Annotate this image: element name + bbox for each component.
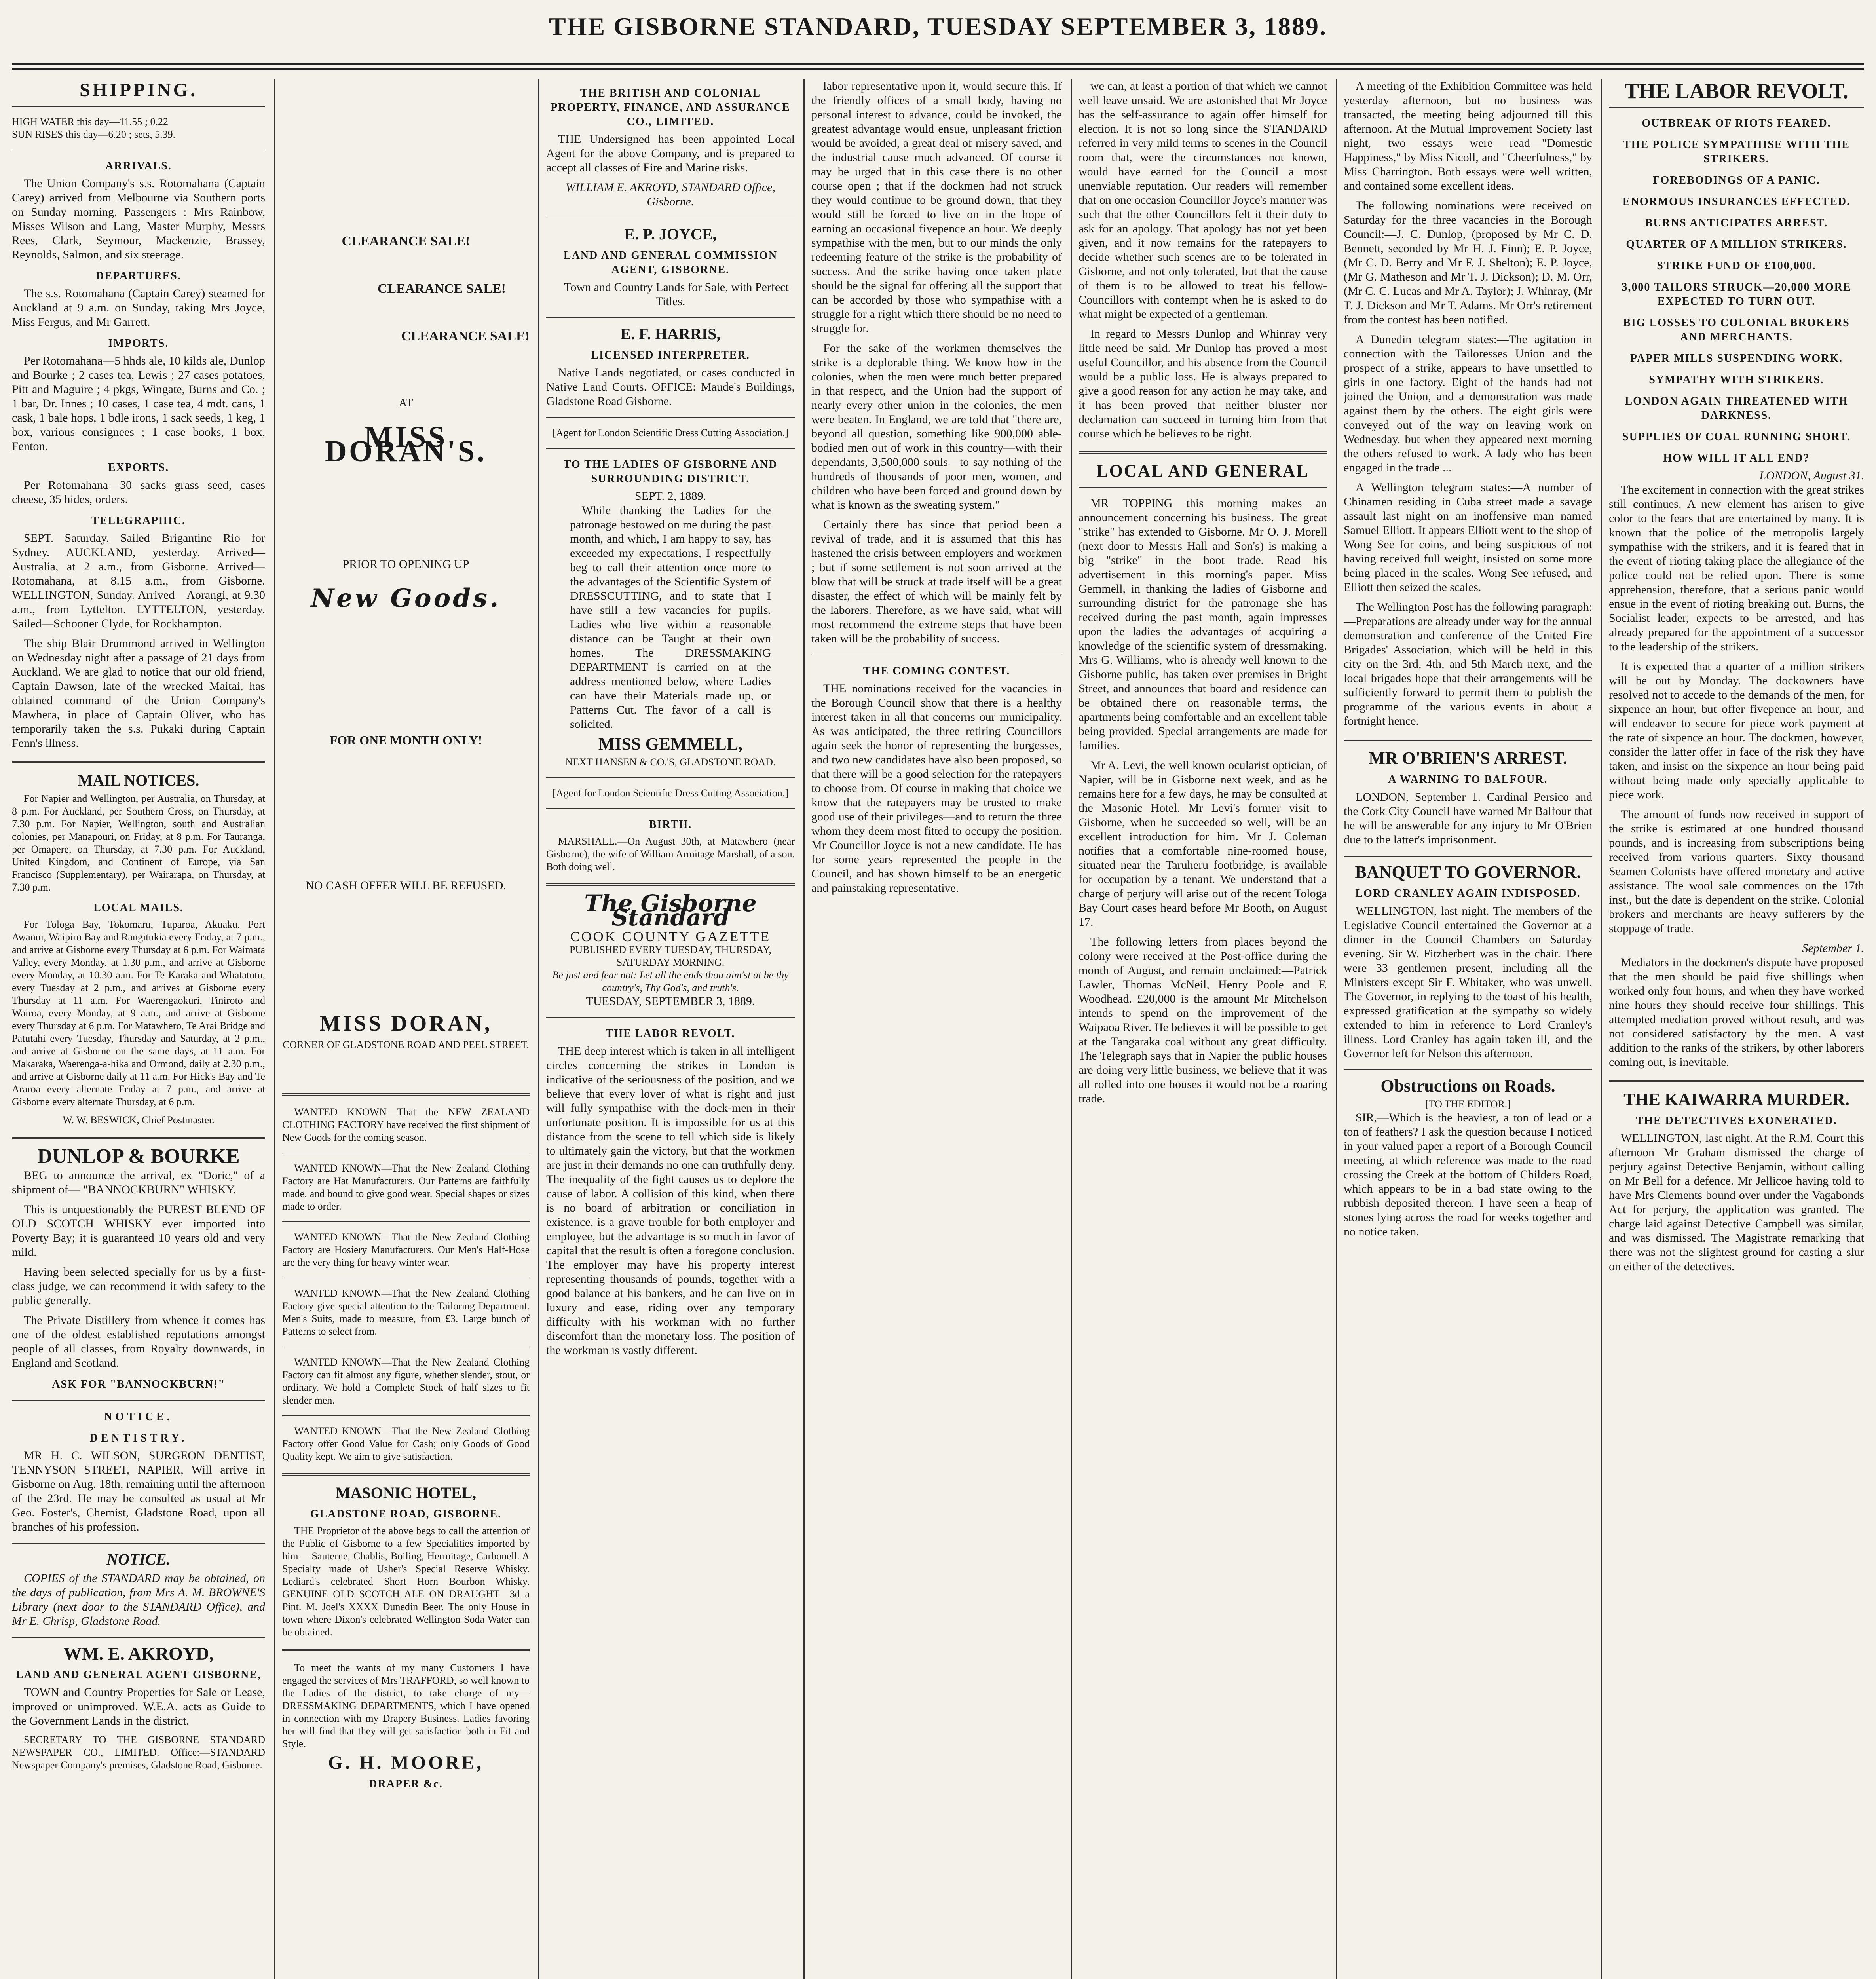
article-text: labor representative upon it, would secure this. If the friendly offices of a small body, having no personal interest to advance, could be invoked, the greatest advantage would ensue, unpleasant friction would be avoided, a great deal of misery saved, and the industrial cause much advanced. Of course it may be urged that in this case there is no other course open ; that if the dockmen had not struck they would continue to be ground down, that they would still be forced to live on in the hope of earning an occasional fivepence an hour. We deeply sympathise with the men, but to our minds the only redeeming feature of the strike is the probability of success. And the strike having once taken place should be the signal for offering all the support that can be accorded by those who sympathise with a struggle for a right which there should be no need to struggle for. xyxy=(811,80,1062,335)
gemmell-heading: MISS GEMMELL, xyxy=(598,734,743,754)
revolt-text: The amount of funds now received in support of the strike is estimated at one hundred thousand pounds, and is increasing from subscriptions being received from various quarters. Sixty thousand Seamen Colonists have offered monetary and active assistance. The wool sale commences on the 17th inst., but the date is dependent on the strike. Colonial brokers and merchants are heavy sufferers by the stoppage of trade. xyxy=(1609,808,1864,935)
doran-corner: CORNER OF GLADSTONE ROAD AND PEEL STREET. xyxy=(283,1039,529,1050)
news-text: The following nominations were received on Saturday for the three vacancies in the Borough Council:—J. C. Dunlop, (proposed by Mr C. D. Bennett, seconded by Mr H. J. Finn); E. P. Joyce, (Mr C. D. Berry and Mr F. J. Shelton); E. P. Joyce, (Mr G. Matheson and Mr T. J. Dickson); D. M. Orr, (Mr C. C. Lucas and Mr A. Taylor); J. Whinray, (Mr T. J. Dickson and Mr T. Adams. Mr Orr's retirement from the contest has been notified. xyxy=(1344,199,1592,326)
banquet-text: WELLINGTON, last night. The members of the Legislative Council entertained the Governor at a dinner in the Council Chambers on Saturday evening. Sir W. Fitzherbert was in the chair. There were 33 gentlemen present, including all the Ministers except Sir F. Whitaker, who was unwell. The Governor, in replying to the toast of his health, expressed gratification at the sympathy so widely extended to him in reference to Lord Cranley's illness. Lord Cranley has again taken ill, and the Governor left for Nelson this afternoon. xyxy=(1344,904,1592,1060)
roads-heading: Obstructions on Roads. xyxy=(1380,1076,1555,1096)
revolt-bullet: BIG LOSSES TO COLONIAL BROKERS AND MERCHANTS. xyxy=(1623,317,1850,343)
dressmaking-text: To meet the wants of my many Customers I have engaged the services of Mrs TRAFFORD, so well known to the Ladies of the district, to take charge of my— DRESSMAKING DEPARTMENTS, which I have opened in connection with my Drapery Business. Ladies favoring her will find that they will get satisfaction both in Fit and Style. xyxy=(282,1662,530,1749)
contest-text: THE nominations received for the vacancies in the Borough Council show that there is a healthy interest taken in all that concerns our municipality. As was anticipated, the three retiring Councillors again seek the honor of representing the burgesses, and two new candidates have also been proposed, so that there will be a good selection for the ratepayers to choose from. Of course in making that choice we know that the ratepayers may be trusted to make good use of their privileges—and to return the three whom they deem most fitted to occupy the position. Mr Councillor Joyce is not a new candidate. He has for some years represented the people in the Council, and has shown himself to be an energetic and painstaking representative. xyxy=(811,682,1062,895)
kaiwarra-text: WELLINGTON, last night. At the R.M. Court this afternoon Mr Graham dismissed the charge of perjury against Detective Benjamin, without calling on Mr Bell for a defence. Mr Jellicoe having told to have Mrs Clements bound over under the Vagabonds Act for perjury, the application was granted. The charge laid against Detective Campbell was similar, and was dismissed. The Magistrate remarking that there was not the slightest ground for casting a slur on either of the detectives. xyxy=(1609,1132,1864,1273)
clearance-line: CLEARANCE SALE! xyxy=(401,329,530,344)
column-rule xyxy=(803,79,805,1979)
dunlop-text: Having been selected specially for us by a first-class judge, we can recommend it with safety to the public generally. xyxy=(12,1265,265,1307)
revolt-bullet: BURNS ANTICIPATES ARREST. xyxy=(1645,217,1828,229)
bnz-text: THE Undersigned has been appointed Local Agent for the above Company, and is prepared to accept all classes of Fire and Marine risks. xyxy=(546,133,795,174)
shipping-title: SHIPPING. xyxy=(79,80,198,101)
obrien-sub: A WARNING TO BALFOUR. xyxy=(1388,773,1548,786)
masonic-heading: MASONIC HOTEL, xyxy=(335,1484,477,1502)
ladies-date: SEPT. 2, 1889. xyxy=(634,490,706,503)
dunlop-text: The Private Distillery from whence it comes has one of the oldest established reputations amongst people of all classes, from Royalty downwards, in England and Scotland. xyxy=(12,1314,265,1369)
revolt-bullet: STRIKE FUND OF £100,000. xyxy=(1657,260,1816,272)
tide-line: HIGH WATER this day—11.55 ; 0.22 xyxy=(12,116,169,127)
column-1 xyxy=(12,79,265,1979)
wanted-ad: WANTED KNOWN—That the New Zealand Clothing Factory offer Good Value for Cash; only Goods of Good Quality kept. We aim to give satisfaction. xyxy=(282,1425,530,1462)
tide-line: SUN RISES this day—6.20 ; sets, 5.39. xyxy=(12,129,176,140)
doran-name: MISS DORAN, xyxy=(319,1011,492,1036)
arrivals-text: The Union Company's s.s. Rotomahana (Captain Carey) arrived from Melbourne via Southern ports on Sunday morning. Passengers : Mrs Rainbow, Misses Wilson and Lang, Master Murphy, Messrs Rees, Clark, Seymour, Mackenzie, Brassey, Reynolds, Salmon, and six steerage. xyxy=(12,177,265,261)
revolt-text: Mediators in the dockmen's dispute have proposed that the men should be paid five shillings when worked only four hours, and when they have worked nine hours they should receive four shillings. This attempted mediation proved without result, and was not considered satisfactory by the men. A vast addition to the ranks of the strikers, by other laborers coming out, is inevitable. xyxy=(1609,956,1864,1069)
masthead-title: THE GISBORNE STANDARD, TUESDAY SEPTEMBER 3, 1889. xyxy=(549,12,1327,40)
notice-heading: NOTICE. xyxy=(104,1411,173,1423)
column-rule xyxy=(1071,79,1072,1979)
kaiwarra-sub: THE DETECTIVES EXONERATED. xyxy=(1636,1115,1837,1127)
wanted-ad: WANTED KNOWN—That the New Zealand Clothing Factory can fit almost any figure, whether slender, stout, or ordinary. We hold a Complete Stock of half sizes to fit slender men. xyxy=(282,1356,530,1406)
notice2-text: COPIES of the STANDARD may be obtained, on the days of publication, from Mrs A. M. BROWNE'S Library (next door to the STANDARD Office), and Mr E. Chrisp, Gladstone Road. xyxy=(12,1572,265,1628)
news-text: The Wellington Post has the following paragraph:—Preparations are already under way for the annual demonstration and conference of the United Fire Brigades' Association, which will be held in this city on the 3rd, 4th, and 5th March next, and the local brigades hope that their arrangements will be sufficiently forward to permit them to publish the programme of the various events in about a fortnight hence. xyxy=(1344,600,1592,727)
revolt-bullet: SYMPATHY WITH STRIKERS. xyxy=(1649,374,1824,386)
at-label: AT xyxy=(399,396,413,409)
local-mails-heading: LOCAL MAILS. xyxy=(93,902,184,914)
mail-sign: W. W. BESWICK, Chief Postmaster. xyxy=(63,1114,215,1126)
telegraphic-heading: TELEGRAPHIC. xyxy=(91,515,186,527)
news-text: A Dunedin telegram states:—The agitation in connection with the Tailoresses Union and the prospect of a strike, appears to have unsettled to girls in one factory. Eight of the hands had not joined the Union, and a demonstration was made against them by the others. The eight girls were conveyed out of the way on leaving work on Wednesday, but when they appeared next morning the others refused to work. A lady who has been engaged in the trade ... xyxy=(1344,333,1592,474)
column-5 xyxy=(1079,79,1327,1979)
gemmell-sub: NEXT HANSEN & CO.'S, GLADSTONE ROAD. xyxy=(565,756,776,768)
arrivals-heading: ARRIVALS. xyxy=(105,160,172,172)
news-text: A meeting of the Exhibition Committee was held yesterday afternoon, but no business was transacted, the meeting being adjourned till this afternoon. At the Mutual Improvement Society last night, two essays were read—"Domestic Happiness," by Miss Nicoll, and "Cheerfulness," by Miss Charrington. Both essays were well written, and contained some excellent ideas. xyxy=(1344,80,1592,192)
prior-label: PRIOR TO OPENING UP xyxy=(342,558,469,571)
revolt-bullet: HOW WILL IT ALL END? xyxy=(1663,452,1810,464)
masthead-rule-2 xyxy=(12,68,1864,70)
revolt-bullet: ENORMOUS INSURANCES EFFECTED. xyxy=(1622,196,1851,208)
revolt-heading: THE LABOR REVOLT. xyxy=(1625,79,1848,103)
wanted-ad: WANTED KNOWN—That the New Zealand Clothing Factory are Hosiery Manufacturers. Our Men's Half-Hose are the very thing for heavy winter wear. xyxy=(282,1231,530,1268)
harris-sub: LICENSED INTERPRETER. xyxy=(591,349,750,361)
paper-title: The Gisborne Standard xyxy=(584,890,757,931)
wanted-ad: WANTED KNOWN—That the New Zealand Clothing Factory are Hat Manufacturers. Our Patterns are faithfully made, and bound to give good wear. Special shapes or sizes made to order. xyxy=(282,1162,530,1212)
revolt-bullet: THE POLICE SYMPATHISE WITH THE STRIKERS. xyxy=(1623,139,1850,165)
revolt-bullet: SUPPLIES OF COAL RUNNING SHORT. xyxy=(1622,431,1851,443)
revolt-bullet: 3,000 TAILORS STRUCK—20,000 MORE EXPECTED TO TURN OUT. xyxy=(1622,281,1851,308)
agent-note: [Agent for London Scientific Dress Cutting Association.] xyxy=(553,427,788,439)
bnz-sign: WILLIAM E. AKROYD, STANDARD Office, Gisborne. xyxy=(566,181,775,208)
ship-text: The ship Blair Drummond arrived in Wellington on Wednesday night after a passage of 21 days from Auckland. We are glad to notice that our old friend, Captain Dawson, late of the wrecked Maitai, has obtained command of the Union Company's Mawhera, in place of Captain Oliver, who has temporarily taken the s.s. Pukaki during Captain Fenn's illness. xyxy=(12,637,265,750)
contest-heading: THE COMING CONTEST. xyxy=(863,665,1010,677)
birth-heading: BIRTH. xyxy=(649,819,692,831)
wanted-ad: WANTED KNOWN—That the New Zealand Clothing Factory give special attention to the Tailoring Department. Men's Suits, made to measure, from £3. Large bunch of Patterns to select from. xyxy=(282,1288,530,1337)
local-mails-text: For Tologa Bay, Tokomaru, Tuparoa, Akuaku, Port Awanui, Waipiro Bay and Rangitukia every Friday, at 7 p.m., and arrive at Gisborne every Thursday at 6 p.m. For Waimata Valley, every Monday, at 1.30 p.m., and arrive at Gisborne every Monday, at 10.30 a.m. For Te Karaka and Whatatutu, every Tuesday at 2 p.m., and arrives at Gisborne every Thursday at 11 a.m. For Waerengaokuri, Tiniroto and Wairoa, every Monday, at 9 a.m., and arrive at Gisborne every Thursday at 6 p.m. For Matawhero, Te Arai Bridge and Patutahi every Tuesday, Thursday and Saturday, at 2 p.m., and arrive at Gisborne on the same days, at 11 a.m. For Makaraka, Waerenga-a-hika and Ormond, daily at 2.30 p.m., and arrive at Gisborne daily at 11 a.m. For Hick's Bay and Te Araroa every alternate Friday at 7 p.m., and arrive at Gisborne every alternate Thursday, at 6 p.m. xyxy=(12,919,265,1107)
clearance-line: CLEARANCE SALE! xyxy=(378,281,506,296)
telegraphic-text: SEPT. Saturday. Sailed—Brigantine Rio for Sydney. AUCKLAND, yesterday. Arrived—Australia, at 2 a.m., from Gisborne. Arrived—Rotomahana, at 8.15 a.m., from Gisborne. WELLINGTON, Sunday. Arrived—Aorangi, at 9.30 a.m., from Lyttelton. LYTTELTON, yesterday. Sailed—Schooner Clyde, for Rockhampton. xyxy=(12,532,265,630)
column-rule xyxy=(538,79,539,1979)
roads-text: SIR,—Which is the heaviest, a ton of lead or a ton of feathers? I ask the question because I noticed in your valued paper a report of a Borough Council meeting, at which reference was made to the road crossing the Creek at the bottom of Childers Road, which appears to be in a bad state owing to the rubbish deposited thereon. I have seen a heap of stones lying across the road for weeks together and no notice taken. xyxy=(1344,1111,1592,1238)
departures-text: The s.s. Rotomahana (Captain Carey) steamed for Auckland at 9 a.m. on Sunday, taking Mrs Joyce, Miss Fergus, and Mr Garrett. xyxy=(12,287,265,329)
article-text: For the sake of the workmen themselves the strike is a deplorable thing. We know how in the colonies, when the men were much better prepared in that respect, and the Union had the support of nearly every other union in the colonies, the men were beaten. In England, we are told that "there are, beyond all question, something like 900,000 able-bodied men out of work in this country—with their dependants, 3,500,000 souls—to say nothing of the hundreds of thousands of poor men, women, and children who have been forced and ground down by what is known as the sweating system." xyxy=(811,342,1062,511)
akroyd-text: TOWN and Country Properties for Sale or Lease, improved or unimproved. W.E.A. acts as Guide to the Government Lands in the district. xyxy=(12,1686,265,1727)
exports-heading: EXPORTS. xyxy=(108,462,169,474)
column-6 xyxy=(1344,79,1592,1979)
birth-text: MARSHALL.—On August 30th, at Matawhero (near Gisborne), the wife of William Armitage Marshall, of a son. Both doing well. xyxy=(546,836,795,872)
ladies-heading: TO THE LADIES OF GISBORNE AND SURROUNDING DISTRICT. xyxy=(563,458,778,485)
dunlop-text: BEG to announce the arrival, ex "Doric," of a shipment of— "BANNOCKBURN" WHISKY. xyxy=(12,1169,265,1196)
ask-for: ASK FOR "BANNOCKBURN!" xyxy=(52,1378,225,1390)
paper-publication: PUBLISHED EVERY TUESDAY, THURSDAY, SATURDAY MORNING. xyxy=(569,944,772,968)
dentistry-heading: DENTISTRY. xyxy=(89,1432,188,1444)
one-month-label: FOR ONE MONTH ONLY! xyxy=(329,733,482,747)
imports-text: Per Rotomahana—5 hhds ale, 10 kilds ale, Dunlop and Bourke ; 2 cases tea, Lewis ; 27 cases potatoes, Pitt and Maguire ; 4 pkgs, Wingate, Burns and Co. ; 1 bar, Dr. Innes ; 10 cases, 1 case tea, 4 mdt. cans, 1 cask, 1 bale hops, 1 bdle irons, 1 sack seeds, 1 keg, 1 box, various consignees ; 1 case books, 1 box, Fenton. xyxy=(12,354,265,453)
labor-text: THE deep interest which is taken in all intelligent circles concerning the strikes in London is indicative of the seriousness of the position, and we believe that every lover of what is right and just will fully sympathise with the dock-men in their unfortunate position. It is impossible for us at this distance from the scene to tell which side is likely to ultimately gain the victory, but that the workmen are just in their demands no one can truthfully deny. The inequality of the fight causes us to deplore the cause of labor. A collision of this kind, when there is no board of arbitration or conciliation in existence, is a grave trouble for both employer and employee, but the advantage is so much in favor of capital that the result is often a foregone conclusion. The employer may have his property interest representing thousands of pounds, together with a good balance at his bankers, and he can live on in luxury and ease, riding over any temporary difficulty with his workman with no further discomfort than the monetary loss. The position of the workman is vastly different. xyxy=(546,1045,795,1357)
exports-text: Per Rotomahana—30 sacks grass seed, cases cheese, 35 hides, orders. xyxy=(12,479,265,506)
mail-text: For Napier and Wellington, per Australia, on Thursday, at 8 p.m. For Auckland, per Southern Cross, on Thursday, at 7.30 p.m. For Napier, Wellington, south and Australian colonies, per Manapouri, on Friday, at 8 p.m. For Tauranga, per Omapere, on Thursday, at 7.30 p.m. For Auckland, United Kingdom, and Continent of Europe, via San Francisco (Supplementary), per Wairarapa, on Thursday, at 7.30 p.m. xyxy=(12,793,265,893)
revolt-text: It is expected that a quarter of a million strikers will be out by Monday. The dockowners have resolved not to accede to the demands of the men, for sixpence an hour, but offer fivepence an hour, and will endeavor to secure for piece work payment at the rate of sixpence an hour. The dockmen, however, consider the latter offer in face of the risk they have taken, and insist on the sixpence an hour being paid without being made only specially applicable to piece work. xyxy=(1609,660,1864,801)
agent-note: [Agent for London Scientific Dress Cutting Association.] xyxy=(553,787,788,799)
dunlop-text: This is unquestionably the PUREST BLEND OF OLD SCOTCH WHISKY ever imported into Poverty Bay; it is guaranteed 10 years old and very mild. xyxy=(12,1203,265,1259)
banquet-sub: LORD CRANLEY AGAIN INDISPOSED. xyxy=(1355,887,1581,900)
imports-heading: IMPORTS. xyxy=(108,337,169,349)
no-cash-label: NO CASH OFFER WILL BE REFUSED. xyxy=(306,879,506,892)
doran-banner: MISS DORAN'S. xyxy=(325,420,487,468)
news-text: A Wellington telegram states:—A number of Chinamen residing in Cuba street made a savage assault last night on an inoffensive man named Samuel Elliott. It appears Elliott went to the shop of Wong See for coins, and being suspicious of not having received full weight, insisted on some more being placed in the scales. Wong See refused, and Elliott then seized the scales. xyxy=(1344,481,1592,594)
revolt-dateline: September 1. xyxy=(1802,942,1864,955)
masonic-sub: GLADSTONE ROAD, GISBORNE. xyxy=(310,1508,502,1520)
labor-heading: THE LABOR REVOLT. xyxy=(606,1027,735,1040)
revolt-dateline: LONDON, August 31. xyxy=(1759,469,1864,482)
paper-motto: Be just and fear not: Let all the ends thou aim'st at be thy country's, Thy God's, and truth's. xyxy=(552,969,789,993)
obrien-heading: MR O'BRIEN'S ARREST. xyxy=(1369,748,1567,768)
moore-heading: G. H. MOORE, xyxy=(328,1752,484,1773)
notice2-heading: NOTICE. xyxy=(106,1550,171,1568)
obrien-text: LONDON, September 1. Cardinal Persico and the Cork City Council have warned Mr Balfour that he will be answerable for any injury to Mr O'Brien due to the latter's imprisonment. xyxy=(1344,790,1592,846)
joyce-sub: LAND AND GENERAL COMMISSION AGENT, GISBORNE. xyxy=(563,249,778,276)
harris-heading: E. F. HARRIS, xyxy=(620,325,721,343)
column-rule xyxy=(274,79,275,1979)
masonic-text: THE Proprietor of the above begs to call the attention of the Public of Gisborne to a few Specialities imported by him— Sauterne, Chablis, Boiling, Hermitage, Carbonell. A Specialty made of Usher's Special Reserve Whisky. Lediard's celebrated Short Horn Bourbon Whisky. GENUINE OLD SCOTCH ALE ON DRAUGHT—3d a Pint. M. Joel's XXXX Dunedin Beer. The only House in town where Dixon's celebrated Wellington Soda Water can be obtained. xyxy=(282,1525,530,1638)
akroyd-heading: WM. E. AKROYD, xyxy=(63,1643,214,1664)
local-text: MR TOPPING this morning makes an announcement concerning his business. The great "strike" has extended to Gisborne. Mr O. J. Morell (next door to Messrs Hall and Son's) is making a big "strike" in the boot trade. Read his advertisement in this morning's paper. Miss Gemmell, in thanking the ladies of Gisborne and surrounding district for the patronage she has received during the past month, again impresses upon the ladies the advantages of acquiring a knowledge of the scientific system of dressmaking. Mrs G. Williams, who is already well known to the Gisborne public, has taken over premises in Bright Street, and announces that board and residence can be obtained there on reasonable terms, the apartments being comfortable and an excellent table being provided. Special arrangements are made for families. xyxy=(1079,497,1327,752)
paper-subtitle: COOK COUNTY GAZETTE xyxy=(570,929,771,944)
new-goods-banner: New Goods. xyxy=(311,583,501,613)
article-text: we can, at least a portion of that which we cannot well leave unsaid. We are astonished that Mr Joyce has the self-assurance to again offer himself for election. It is not so long since the STANDARD referred in very mild terms to scenes in the Council room that, were the circumstances not known, would have earned for the Council a most unenviable reputation. Our readers will remember that on one occasion Councillor Joyce's manner was such that the other Councillors felt it their duty to ask for an apology. That apology has not yet been given, and it now remains for the ratepayers to decide whether such scenes are to be tolerated in Gisborne, and not only tolerated, but that the cause of them is to be allowed to treat his fellow-Councillors with contempt when he is asked to do what might be expected of a gentleman. xyxy=(1079,80,1327,321)
akroyd-text: SECRETARY TO THE GISBORNE STANDARD NEWSPAPER CO., LIMITED. Office:—STANDARD Newspaper Company's premises, Gladstone Road, Gisborne. xyxy=(12,1734,265,1771)
column-2 xyxy=(282,79,530,1979)
column-4 xyxy=(811,79,1062,1979)
clearance-line: CLEARANCE SALE! xyxy=(342,234,470,249)
dunlop-heading: DUNLOP & BOURKE xyxy=(37,1145,240,1168)
revolt-bullet: OUTBREAK OF RIOTS FEARED. xyxy=(1642,117,1831,129)
local-text: Mr A. Levi, the well known ocularist optician, of Napier, will be in Gisborne next week, and as he remains here for a few days, he may be consulted at the Masonic Hotel. Mr Levi's former visit to Gisborne, when he succeeded so well, will be an excellent introduction for him. Mr J. Coleman notifies that a comfortable nine-roomed house, situated near the Taruheru footbridge, is available for occupation by a tenant. We understand that a charge of perjury will arise out of the recent Tologa Bay Court cases heard before Mr Booth, on August 17. xyxy=(1079,759,1327,929)
moore-sub: DRAPER &c. xyxy=(369,1778,443,1790)
column-rule xyxy=(1336,79,1337,1979)
masthead-rule xyxy=(12,63,1864,65)
dentistry-text: MR H. C. WILSON, SURGEON DENTIST, TENNYSON STREET, NAPIER, Will arrive in Gisborne on Aug. 18th, remaining until the afternoon of the 23rd. He may be consulted as usual at Mr Geo. Foster's, Chemist, Gladstone Road, upon all branches of his profession. xyxy=(12,1449,265,1533)
article-text: Certainly there has since that period been a revival of trade, and it is assumed that this has hastened the crisis between employers and workmen ; but if some settlement is not soon arrived at the blow that will be struck at trade itself will be a great disaster, the effect of which will be mainly felt by the laborers. Therefore, as we have said, what will most recommend the extreme steps that have been taken will be the probability of success. xyxy=(811,518,1062,645)
revolt-bullet: FOREBODINGS OF A PANIC. xyxy=(1653,174,1820,186)
column-7 xyxy=(1609,79,1864,1979)
revolt-bullet: QUARTER OF A MILLION STRIKERS. xyxy=(1626,238,1847,251)
departures-heading: DEPARTURES. xyxy=(96,270,181,282)
kaiwarra-heading: THE KAIWARRA MURDER. xyxy=(1623,1090,1849,1109)
bnz-heading: THE BRITISH AND COLONIAL PROPERTY, FINANCE, AND ASSURANCE CO., LIMITED. xyxy=(551,87,790,128)
roads-sub: [TO THE EDITOR.] xyxy=(1425,1098,1511,1110)
mail-heading: MAIL NOTICES. xyxy=(78,771,199,789)
harris-text: Native Lands negotiated, or cases conducted in Native Land Courts. OFFICE: Maude's Buildings, Gladstone Road Gisborne. xyxy=(546,366,795,408)
revolt-text: The excitement in connection with the great strikes still continues. A new element has arisen to give color to the fears that are entertained by many. It is known that the police of the metropolis largely sympathise with the strikers, and it is feared that in the event of rioting taking place the allegiance of the police could not be relied upon. There is some apprehension, therefore, that a serious panic would ensue in the event of rioting breaking out. Burns, the Socialist leader, expects to be arrested, and has already prepared for the appointment of a successor to the leadership of the strikers. xyxy=(1609,483,1864,653)
joyce-heading: E. P. JOYCE, xyxy=(624,225,717,243)
column-3 xyxy=(546,79,795,1979)
local-text: The following letters from places beyond the colony were received at the Post-office during the month of August, and remain unclaimed:—Patrick Lawler, Thomas McNeil, Henry Poole and F. Woodhead. £20,000 is the amount Mr Mitchelson intends to spend on the improvement of the Waipaoa River. He believes it will be possible to get at the Tangaraka coal without any great difficulty. The Telegraph says that in Napier the public houses are doing very little business, we believe that it was all rolled into one houses it would not be a roaring trade. xyxy=(1079,935,1327,1105)
banquet-heading: BANQUET TO GOVERNOR. xyxy=(1355,862,1581,882)
akroyd-sub: LAND AND GENERAL AGENT GISBORNE, xyxy=(16,1669,261,1681)
revolt-bullet: LONDON AGAIN THREATENED WITH DARKNESS. xyxy=(1625,395,1848,422)
article-text: In regard to Messrs Dunlop and Whinray very little need be said. Mr Dunlop has proved a most useful Councillor, and his absence from the Council would be a public loss. He is always prepared to give a good reason for any action he may take, and it has been proved that neither bluster nor declamation can succeed in turning him from that course which he believes to be right. xyxy=(1079,327,1327,440)
column-rule xyxy=(1601,79,1602,1979)
local-general-heading: LOCAL AND GENERAL xyxy=(1096,461,1309,481)
revolt-bullet: PAPER MILLS SUSPENDING WORK. xyxy=(1630,352,1843,365)
joyce-text: Town and Country Lands for Sale, with Perfect Titles. xyxy=(564,281,789,308)
wanted-ad: WANTED KNOWN—That the NEW ZEALAND CLOTHING FACTORY have received the first shipment of New Goods for the coming season. xyxy=(282,1106,530,1143)
ladies-text: While thanking the Ladies for the patronage bestowed on me during the past month, and which, I am happy to say, has exceeded my expectations, I respectfully beg to call their attention once more to the advantages of the Scientific System of DRESSCUTTING, and to state that I have still a few vacancies for pupils. Ladies who live within a reasonable distance can be Taught at their own homes. The DRESSMAKING DEPARTMENT is carried on at the address mentioned below, where Ladies can have their Materials made up, or Patterns Cut. The favor of a call is solicited. xyxy=(570,504,771,731)
paper-date: TUESDAY, SEPTEMBER 3, 1889. xyxy=(586,995,755,1008)
